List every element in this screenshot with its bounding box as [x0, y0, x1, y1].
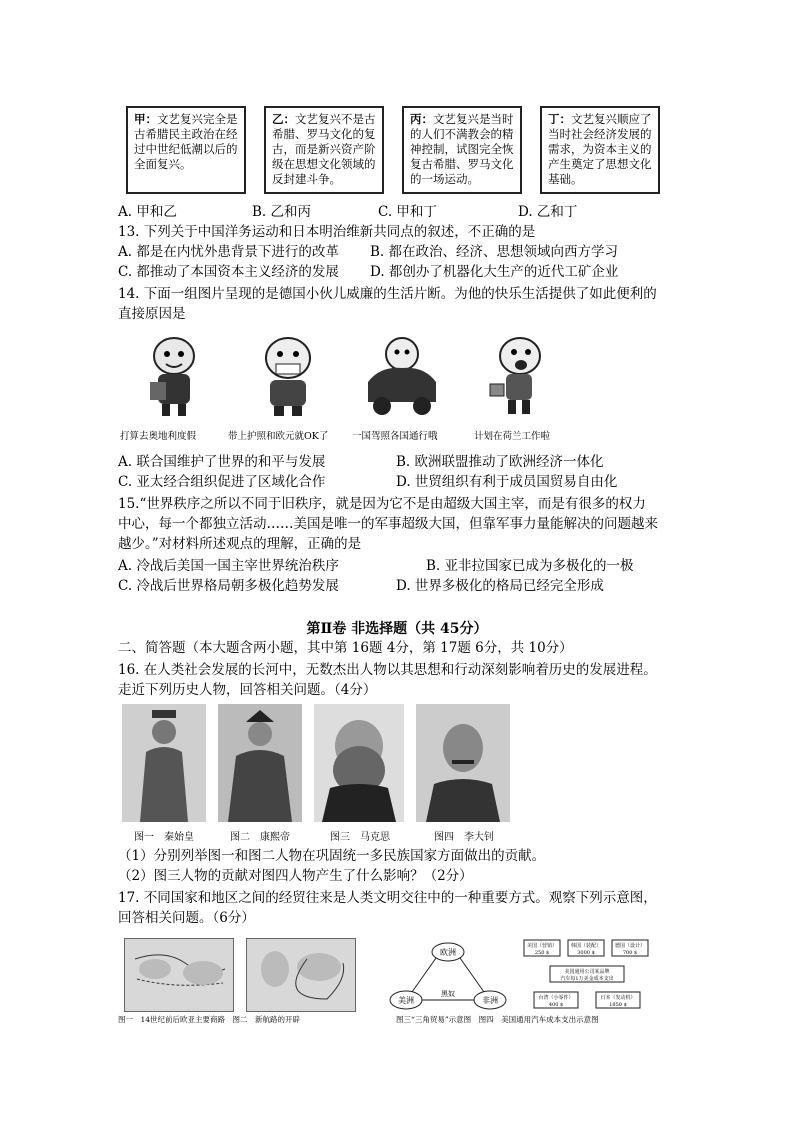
opinion-box-bing: [402, 106, 522, 194]
portrait-marx: [314, 704, 404, 822]
cartoon-image: [246, 332, 330, 420]
opinion-box-jia: [126, 106, 246, 194]
box-text: 文艺复兴是当时的人们不满教会的精神控制，试图完全恢复古希腊、罗马文化的一场运动。: [410, 112, 514, 186]
question-stem: 16. 在人类社会发展的长河中，无数杰出人物以其思想和行动深刻影响着历史的发展进程。: [118, 662, 657, 678]
portrait-lidazhao: [416, 704, 510, 822]
section-title: 第Ⅱ卷 非选择题（共 45分）: [306, 621, 488, 637]
section-subtitle: 二、简答题（本大题含两小题，其中第 16题 4分，第 17题 6分，共 10分）: [118, 640, 573, 656]
node-europe: 欧洲: [440, 948, 456, 957]
box-text: 文艺复兴不是古希腊、罗马文化的复古，而是新兴资产阶级在思想文化领域的反封建斗争。: [272, 112, 376, 186]
new-route-map: [246, 938, 356, 1012]
option-a[interactable]: A. 都是在内忧外患背景下进行的改革: [118, 244, 339, 260]
option-d[interactable]: D. 世界多极化的格局已经完全形成: [396, 578, 604, 594]
sub-question: （1）分别列举图一和图二人物在巩固统一多民族国家方面做出的贡献。: [118, 848, 546, 864]
box-value: 400 $: [548, 1002, 564, 1008]
option-c[interactable]: C. 冷战后世界格局朝多极化趋势发展: [118, 578, 339, 594]
portrait-caption: 图二 康熙帝: [230, 832, 290, 843]
box-label: 德国（设计）: [614, 943, 646, 949]
figure-caption: 图一 14世纪前后欧亚主要商路 图二 新航路的开辟: [118, 1015, 301, 1024]
node-africa: 非洲: [482, 996, 498, 1005]
question-stem: 中心，每一个都独立活动……美国是唯一的军事超级大国，但靠军事力量能解决的问题越来: [118, 516, 658, 532]
opinion-box-ding: [540, 106, 660, 194]
center-label: 汽车每1万美金成本支出: [560, 976, 614, 982]
box-head: 丁：: [548, 112, 571, 126]
box-text: 文艺复兴顺应了当时社会经济发展的需求，为资本主义的产生奠定了思想文化基础。: [548, 112, 652, 186]
opinion-box-yi: [264, 106, 384, 194]
center-label: 美国通用公司某品牌: [564, 969, 610, 975]
question-stem: 17. 不同国家和地区之间的经贸往来是人类文明交往中的一种重要方式。观察下列示意图，: [118, 890, 657, 906]
box-head: 乙：: [272, 112, 295, 126]
option-b[interactable]: B. 乙和丙: [252, 204, 312, 220]
cartoon-image: [132, 332, 216, 420]
question-stem: 回答相关问题。（6分）: [118, 910, 255, 926]
option-b[interactable]: B. 亚非拉国家已成为多极化的一极: [426, 558, 634, 574]
option-b[interactable]: B. 欧洲联盟推动了欧洲经济一体化: [396, 454, 604, 470]
option-a[interactable]: A. 甲和乙: [118, 204, 177, 220]
node-america: 美洲: [398, 996, 414, 1005]
cartoon-caption: 打算去奥地利度假: [120, 431, 197, 442]
portrait-caption: 图一 秦始皇: [134, 832, 194, 843]
box-text: 文艺复兴完全是古希腊民主政治在经过中世纪低潮以后的全面复兴。: [134, 112, 238, 171]
question-stem: 越少。”对材料所述观点的理解，正确的是: [118, 536, 362, 552]
option-c[interactable]: C. 甲和丁: [378, 204, 437, 220]
portrait-qinshihuang: [122, 704, 206, 822]
option-a[interactable]: A. 冷战后美国一国主宰世界统治秩序: [118, 558, 339, 574]
cartoon-caption: 一国驾照各国通行哦: [352, 431, 438, 442]
option-d[interactable]: D. 乙和丁: [518, 204, 578, 220]
option-c[interactable]: C. 亚太经合组织促进了区域化合作: [118, 474, 326, 490]
box-head: 甲：: [134, 112, 157, 126]
box-label: 韩国（装配）: [570, 943, 602, 949]
option-b[interactable]: B. 都在政治、经济、思想领域向西方学习: [370, 244, 619, 260]
box-value: 1850 $: [609, 1002, 627, 1008]
question-stem: 13. 下列关于中国洋务运动和日本明治维新共同点的叙述，不正确的是: [118, 224, 536, 240]
portrait-caption: 图三 马克思: [330, 832, 390, 843]
option-d[interactable]: D. 都创办了机器化大生产的近代工矿企业: [370, 264, 619, 280]
box-head: 丙：: [410, 112, 433, 126]
sub-question: （2）图三人物的贡献对图四人物产生了什么影响？（2分）: [118, 868, 473, 884]
box-label: 日本（发动机）: [600, 995, 636, 1001]
question-stem: 14. 下面一组图片呈现的是德国小伙儿威廉的生活片断。为他的快乐生活提供了如此便利的: [118, 286, 657, 302]
portrait-caption: 图四 李大钊: [434, 832, 494, 843]
triangle-trade-diagram: [388, 940, 508, 1012]
trade-route-map: [124, 938, 234, 1012]
cartoon-caption: 计划在荷兰工作啦: [474, 431, 551, 442]
box-value: 3000 $: [577, 950, 595, 956]
question-stem: 直接原因是: [118, 306, 186, 322]
box-label: 美国（营销）: [526, 943, 558, 949]
box-value: 250 $: [534, 950, 550, 956]
option-a[interactable]: A. 联合国维护了世界的和平与发展: [118, 454, 326, 470]
cartoon-image: [476, 332, 560, 420]
option-d[interactable]: D. 世贸组织有利于成员国贸易自由化: [396, 474, 618, 490]
question-stem: 走近下列历史人物，回答相关问题。（4分）: [118, 682, 377, 698]
gm-cost-diagram: [522, 938, 652, 1012]
edge-label: 黑奴: [441, 990, 455, 998]
portrait-kangxi: [218, 704, 302, 822]
question-stem: 15.“世界秩序之所以不同于旧秩序，就是因为它不是由超级大国主宰，而是有很多的权力: [118, 496, 646, 512]
cartoon-caption: 带上护照和欧元就OK了: [228, 431, 329, 442]
box-value: 700 $: [622, 950, 638, 956]
box-label: 台湾（小零件）: [538, 995, 574, 1001]
option-c[interactable]: C. 都推动了本国资本主义经济的发展: [118, 264, 339, 280]
figure-caption: 图三“三角贸易”示意图 图四 美国通用汽车成本支出示意图: [396, 1015, 599, 1024]
cartoon-image: [360, 332, 444, 420]
